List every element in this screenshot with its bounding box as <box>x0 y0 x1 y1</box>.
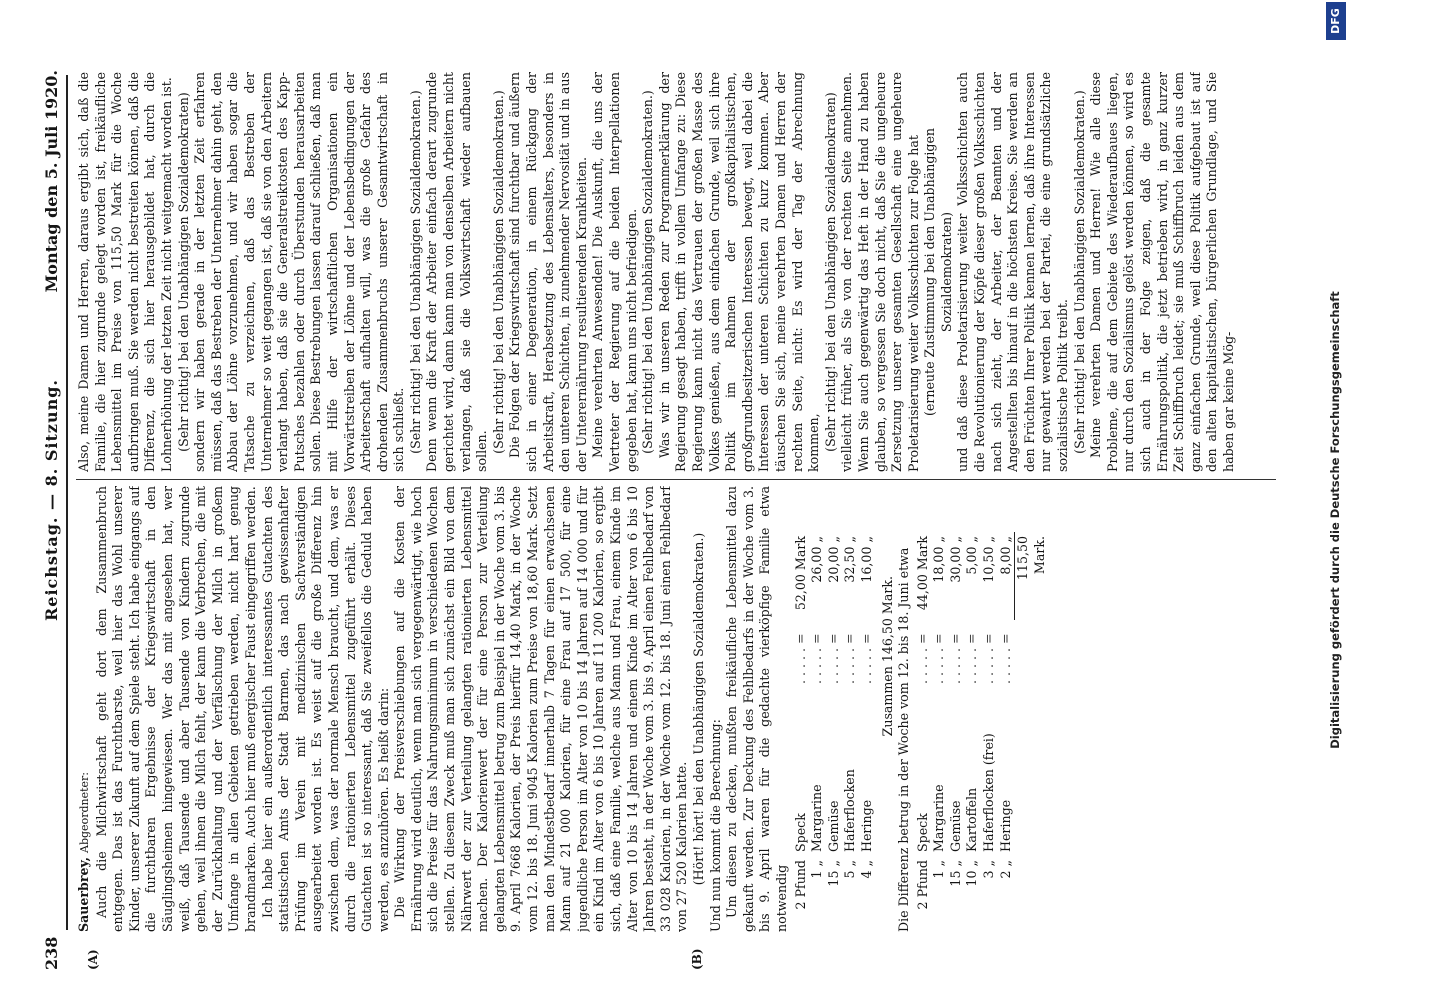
column-divider <box>76 479 1276 480</box>
paragraph: Meine verehrten Anwesenden! Die Auskunft, die uns der Vertreter der Regierung auf die beiden Interpellationen gegeben hat, kann uns nicht befriedigen. <box>590 72 639 472</box>
item-cell: Margarine <box>931 784 947 852</box>
paragraph: Die Folgen der Kriegswirtschaft sind furchtbar und äußern sich in einer Degeneration, in einem Rückgang der Arbeitskraft, Herabsetzung des Lebensalters, besonders in den unteren Schichten, in zunehmender Nervosität und in aus der Unterernährung resultierenden Krankheiten. <box>507 72 589 472</box>
quantity-cell: 15 „ <box>825 860 841 887</box>
paragraph: und daß diese Proletarisierung weiter Volksschichten auch die Revolutionierung der Köpfe dieser großen Volksschichten nach sich zieht, der Arbeiter, der Beamten und der Angestellten bis hinauf in die höchsten Kreise. Sie werden an den Früchten Ihrer Politik kennen lernen, daß ihre Interessen nur gewahrt werden bei der Partei, die eine grundsätzliche sozialistische Politik treibt. <box>955 72 1071 472</box>
leader-dots: . . . . . = <box>825 633 841 684</box>
item-cell: Speck <box>914 813 930 852</box>
paragraph: vielleicht früher, als Sie von der rechten Seite annehmen. Wenn Sie auch gegenwärtig das Heft in der Hand zu haben glauben, so vergessen Sie doch nicht, daß Sie die ungeheure Zersetzung unserer gesamten Gesellschaft eine ungeheure Proletarisierung weiter Volksschichten zur Folge hat <box>839 72 921 472</box>
interjection: (Sehr richtig! bei den Unabhängigen Sozialdemokraten.) <box>1071 90 1087 454</box>
item-cell: Kartoffeln <box>964 787 980 852</box>
dfg-logo: DFG <box>1326 2 1346 40</box>
price-cell: 5,00 „ <box>964 536 980 575</box>
paragraph: Was wir in unseren Reden zur Programmerklärung der Regierung gesagt haben, trifft in vollem Umfange zu: Diese Regierung kann nicht das Vertrauen der großen Masse des Volkes genießen, aus dem einfachen Grunde, weil sich ihre Politik im Rahmen der großkapitalistischen, großgrundbesitzerischen Interessen bewegt, weil dabei die Interessen der unteren Schichten zu kurz kommen. Aber täuschen Sie sich, meine verehrten Damen und Herren der rechten Seite, nicht: Es wird der Tag der Abrechnung kommen, <box>656 72 822 472</box>
paragraph: Ich habe hier ein außerordentlich interessantes Gutachten des statistischen Amts der Stadt Barmen, das nach gewissenhafter Prüfung im Verein mit medizinischen Sachverständigen ausgearbeitet worden ist. Es weist auf die große Differenz hin zwischen dem, was der normale Mensch braucht, und dem, was er durch die rationierten Lebensmittel zugeführt erhält. Dieses Gutachten ist so interessant, daß Sie zweifellos die Geduld haben werden, es anzuhören. Es heißt darin: <box>259 486 391 932</box>
quantity-cell: 1 „ <box>809 860 825 879</box>
table-row <box>809 532 826 924</box>
quantity-cell: 3 „ <box>981 860 997 879</box>
page-number: 238 <box>42 936 61 970</box>
table-row <box>931 532 948 924</box>
table-row <box>964 532 981 924</box>
quantity-cell: 5 „ <box>842 860 858 879</box>
item-cell: Haferflocken (frei) <box>981 733 997 852</box>
leader-dots: . . . . . = <box>842 633 858 684</box>
quoted-paragraph: Die Wirkung der Preisverschiebungen auf die Kosten der Ernährung wird deutlich, wenn man sich vergegenwärtigt, wie hoch sich die Preise für das Nahrungsminimum in verschiedenen Wochen stellen. Zu diesem Zweck muß man sich zunächst ein Bild von dem Nährwert der zur Verteilung gelangten rationierten Lebensmittel machen. Der Kalorienwert der für eine Person zur Verteilung gelangten Lebensmittel betrug zum Beispiel in der Woche vom 3. bis 9. April 7668 Kalorien, der Preis hierfür 14,40 Mark, in der Woche vom 12. bis 18. Juni 9045 Kalorien zum Preise von 18,60 Mark. Setzt man den Mindestbedarf innerhalb 7 Tagen für einen erwachsenen Mann auf 21 000 Kalorien, für eine Frau auf 17 500, für eine jugendliche Person im Alter von 10 bis 14 Jahren auf 14 000 und für ein Kind im Alter von 6 bis 10 Jahren auf 11 200 Kalorien, so ergibt sich, daß eine Familie, welche aus Mann und Frau, einem Kinde im Alter von 10 bis 14 Jahren und einem Kinde im Alter von 6 bis 10 Jahren besteht, in der Woche vom 3. bis 9. April einen Fehlbedarf von 33 028 Kalorien, in der Woche vom 12. bis 18. Juni einen Fehlbedarf von 27 520 Kalorien hatte. <box>392 486 690 932</box>
margin-marker-b: (B) <box>690 948 704 970</box>
item-cell: Margarine <box>809 784 825 852</box>
item-cell: Heringe <box>997 799 1013 852</box>
interjection: (erneute Zustimmung bei den Unabhängigen Sozialdemokraten) <box>922 127 954 417</box>
interjection: (Sehr richtig! bei den Unabhängigen Sozialdemokraten) <box>175 92 191 452</box>
price-cell: 16,00 „ <box>858 536 874 583</box>
leader-dots: . . . . . = <box>792 633 808 684</box>
quantity-cell: 1 „ <box>931 860 947 879</box>
text-column-left <box>76 486 1276 932</box>
leader-dots: . . . . . = <box>858 633 874 684</box>
leader-dots: . . . . . = <box>914 633 930 684</box>
table-total-row <box>1015 532 1049 924</box>
paragraph: Und nun kommt die Berechnung: <box>707 719 723 932</box>
leader-dots: . . . . . = <box>981 633 997 684</box>
table-row <box>859 532 876 924</box>
empty-cell <box>1015 688 1049 856</box>
item-cell: Heringe <box>858 799 874 852</box>
price-cell: 32,50 „ <box>842 536 858 583</box>
table-total: Zusammen 146,50 Mark. <box>879 576 895 737</box>
price-cell: 10,50 „ <box>981 536 997 583</box>
price-cell: 30,00 „ <box>947 536 963 583</box>
interjection: (Hört! hört! bei den Unabhängigen Sozialdemokraten.) <box>690 532 706 886</box>
leader-dots: . . . . . = <box>809 633 825 684</box>
interjection: (Sehr richtig! bei den Unabhängigen Sozialdemokraten.) <box>490 90 506 454</box>
digitization-credit: Digitalisierung gefördert durch die Deutsche Forschungsgemeinschaft <box>1328 291 1342 749</box>
interjection: (Sehr richtig! bei den Unabhängigen Sozialdemokraten.) <box>407 90 423 454</box>
price-cell: 44,00 Mark <box>914 536 930 611</box>
quantity-cell: 15 „ <box>947 860 963 887</box>
interjection: (Sehr richtig! bei den Unabhängigen Sozialdemokraten) <box>822 92 838 452</box>
table-row <box>998 532 1015 924</box>
total-cell: 115,50 Mark. <box>1015 532 1049 620</box>
quantity-cell: 10 „ <box>964 860 980 887</box>
paragraph: Denn wenn die Kraft der Arbeiter einfach derart zugrunde gerichtet wird, dann kann man von denselben Arbeitern nicht verlangen, daß sie die Volkswirtschaft wieder aufbauen sollen. <box>424 72 490 472</box>
table-row <box>981 532 998 924</box>
speaker-role: Abgeordneter: <box>78 772 91 853</box>
leader-dots: . . . . . = <box>931 633 947 684</box>
item-cell: Gemüse <box>947 800 963 852</box>
price-cell: 18,00 „ <box>931 536 947 583</box>
page-footer <box>1320 0 1360 1000</box>
session-date: Montag den 5. Juli 1920. <box>42 70 61 293</box>
paragraph: Die Differenz betrug in der Woche vom 12. bis 18. Juni etwa <box>896 547 912 932</box>
table-row <box>826 532 843 924</box>
session-title: Reichstag. — 8. Sitzung. <box>42 379 61 621</box>
quantity-cell: 2 „ <box>997 860 1013 879</box>
paragraph: Um diesen zu decken, mußten freikäufliche Lebensmittel dazu gekauft werden. Zur Deckung des Fehlbedarfs in der Woche vom 3. bis 9. April waren für die gedachte vierköpfige Familie etwa notwendig <box>724 486 789 932</box>
margin-marker-a: (A) <box>86 949 100 970</box>
leader-dots: . . . . . = <box>964 633 980 684</box>
paragraph: Auch die Milchwirtschaft geht dort dem Zusammenbruch entgegen. Das ist das Furchtbarste, weil hier das Wohl unserer Kinder, unserer Zukunft auf dem Spiele steht. Ich habe eingangs auf die furchtbaren Ergebnisse der Kriegswirtschaft in den Säuglingsheimen hingewiesen. Wer das mit angesehen hat, wer weiß, daß Tausende und aber Tausende von Kindern zugrunde gehen, weil ihnen die Milch fehlt, der kann die Verbrechen, die mit der Zurückhaltung und der Verfälschung der Milch in großem Umfange in allen Gebieten getrieben werden, nicht hart genug brandmarken. Auch hier muß energischer Faust eingegriffen werden. <box>93 486 258 932</box>
interjection: (Sehr richtig! bei den Unabhängigen Sozialdemokraten.) <box>640 90 656 454</box>
quantity-cell: 2 Pfund <box>914 860 930 910</box>
paragraph: sondern wir haben gerade in der letzten Zeit erfahren müssen, daß das Bestreben der Unternehmer dahin geht, den Abbau der Löhne vorzunehmen, und wir haben sogar die Tatsache zu verzeichnen, daß das Bestreben der Unternehmer so weit gegangen ist, daß sie von den Arbeitern verlangt haben, daß sie die Generalstreiktosten des Kapp-Putsches bezahlen oder durch Überstunden herausarbeiten sollen. Diese Bestrebungen lassen darauf schließen, daß man mit Hilfe der wirtschaftlichen Organisationen ein Vorwärtstreiben der Löhne und der Lebensbedingungen der Arbeiterschaft aufhalten will, was die große Gefahr des drohenden Zusammenbruchs unserer Gesamtwirtschaft in sich schließt. <box>192 72 407 472</box>
price-cell: 26,00 „ <box>809 536 825 583</box>
item-cell: Haferflocken <box>842 769 858 852</box>
table-row <box>948 532 965 924</box>
table-row <box>793 532 810 924</box>
paragraph: Also, meine Damen und Herren, daraus ergibt sich, daß die Familie, die hier zugrunde gelegt worden ist, freikäufliche Lebensmittel im Preise von 115,50 Mark für die Woche aufbringen muß. Sie werden nicht bestreiten können, daß die Differenz, die sich hier herausgebildet hat, durch die Lohnerhöhung der letzten Zeit nicht weitgemacht worden ist. <box>76 72 174 472</box>
food-cost-table-june <box>915 532 1049 924</box>
item-cell: Gemüse <box>825 800 841 852</box>
quantity-cell: 2 Pfund <box>792 860 808 910</box>
food-cost-table-april <box>793 532 876 924</box>
quantity-cell: 4 „ <box>858 860 874 879</box>
speaker-name: Sauerbrey, <box>76 856 91 932</box>
text-column-right <box>76 72 1276 472</box>
paragraph: Meine verehrten Damen und Herren! Wie alle diese Probleme, die auf dem Gebiete des Wiederaufbaues liegen, nur durch den Sozialismus gelöst werden können, so wird es sich auch in der Folge zeigen, daß die gesamte Ernährungspolitik, die jetzt betrieben wird, in ganz kurzer Zeit Schiffbruch leidet; sie muß Schiffbruch leiden aus dem ganz einfachen Grunde, weil diese Politik aufgebaut ist auf den alten kapitalistischen, bürgerlichen Grundlage, und Sie haben gar keine Mög- <box>1088 72 1236 472</box>
speaker-line <box>76 486 94 932</box>
leader-dots: . . . . . = <box>997 633 1013 684</box>
price-cell: 20,00 „ <box>825 536 841 583</box>
empty-cell <box>1015 856 1049 924</box>
item-cell: Speck <box>792 813 808 852</box>
table-row <box>842 532 859 924</box>
empty-cell <box>1015 620 1049 688</box>
price-cell: 52,00 Mark <box>792 536 808 611</box>
price-cell: 8,00 „ <box>997 536 1013 575</box>
leader-dots: . . . . . = <box>947 633 963 684</box>
page-header <box>32 0 66 1000</box>
header-rule <box>66 75 68 930</box>
table-row <box>915 532 932 924</box>
